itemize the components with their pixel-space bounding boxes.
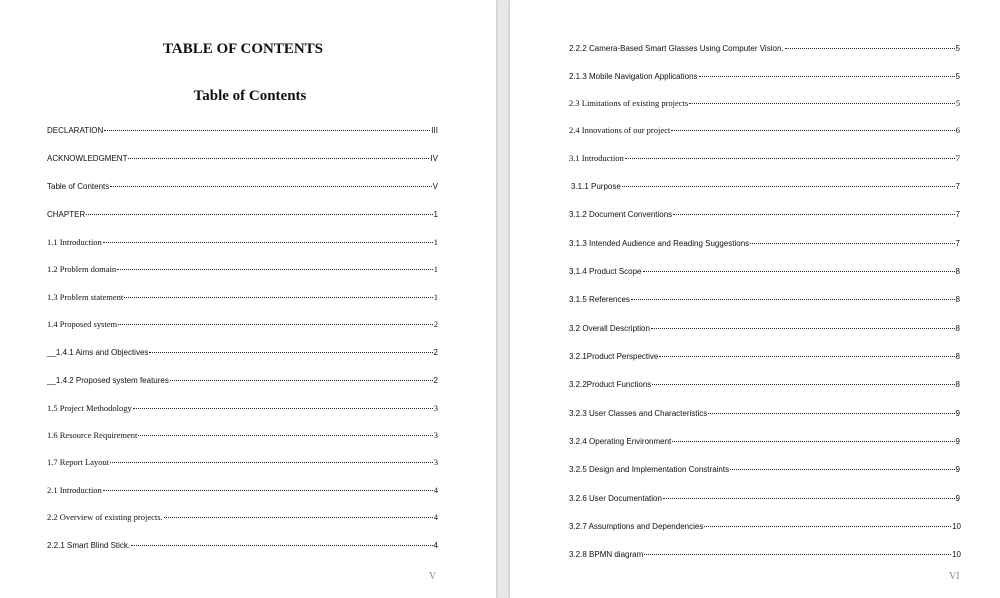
dot-leader [170, 372, 433, 381]
toc-entry[interactable]: 3.2 Overall Description 8 [569, 322, 960, 334]
dot-leader [671, 122, 954, 131]
page-number: V [429, 571, 437, 582]
toc-entry[interactable]: 3.2.4 Operating Environment 9 [569, 435, 960, 447]
toc-entry[interactable]: 2.2 Overview of existing projects. 4 [47, 511, 438, 523]
toc-entry[interactable]: 3.1.3 Intended Audience and Reading Suggestions 7 [569, 237, 960, 249]
toc-entry[interactable]: 3.2.3 User Classes and Characteristics 9 [569, 407, 960, 419]
dot-leader [128, 150, 429, 159]
dot-leader [149, 344, 432, 353]
toc-entry[interactable]: 3.2.8 BPMN diagram 10 [569, 548, 961, 560]
dot-leader [133, 400, 433, 409]
toc-entry[interactable]: __1.4.1 Aims and Objectives 2 [47, 346, 438, 358]
toc-entry[interactable]: 1.1 Introduction 1 [47, 236, 438, 248]
dot-leader [730, 461, 954, 470]
toc-entry[interactable]: 1.2 Problem domain 1 [47, 263, 438, 275]
dot-leader [118, 316, 433, 325]
dot-leader [631, 291, 955, 300]
toc-entry[interactable]: 3.2.1Product Perspective 8 [569, 350, 960, 362]
toc-entry[interactable]: 3.2.2Product Functions 8 [569, 378, 960, 390]
document-page-right [510, 0, 1000, 598]
toc-entry[interactable]: DECLARATION III [47, 124, 438, 136]
dot-leader [104, 122, 430, 131]
toc-entry[interactable]: 3.1.1 Purpose 7 [571, 180, 960, 192]
dot-leader [659, 348, 954, 357]
toc-entry[interactable]: 2.1.3 Mobile Navigation Applications 5 [569, 70, 960, 82]
dot-leader [103, 482, 433, 491]
dot-leader [708, 405, 954, 414]
toc-entry[interactable]: 3.1.4 Product Scope 8 [569, 265, 960, 277]
dot-leader [131, 537, 432, 546]
dot-leader [110, 454, 433, 463]
dot-leader [622, 178, 955, 187]
toc-entry[interactable]: 3.2.6 User Documentation 9 [569, 492, 960, 504]
dot-leader [672, 433, 954, 442]
toc-entry[interactable]: Table of Contents V [47, 180, 438, 192]
document-page-left [0, 0, 496, 598]
toc-entry[interactable]: 2.2.1 Smart Blind Stick. 4 [47, 539, 438, 551]
toc-entry[interactable]: 1.3 Problem statement 1 [47, 291, 438, 303]
dot-leader [673, 206, 954, 215]
toc-entry[interactable]: 2.3 Limitations of existing projects 5 [569, 97, 960, 109]
dot-leader [704, 518, 951, 527]
dot-leader [164, 509, 433, 518]
dot-leader [643, 263, 955, 272]
dot-leader [86, 206, 432, 215]
dot-leader [750, 235, 954, 244]
dot-leader [124, 289, 432, 298]
dot-leader [699, 68, 955, 77]
toc-entry[interactable]: 3.2.5 Design and Implementation Constraints 9 [569, 463, 960, 475]
dot-leader [651, 320, 955, 329]
toc-entry[interactable]: 3.1 Introduction 7 [569, 152, 960, 164]
toc-entry[interactable]: 2.1 Introduction 4 [47, 484, 438, 496]
toc-entry[interactable]: CHAPTER 1 [47, 208, 438, 220]
toc-entry[interactable]: 2.2.2 Camera-Based Smart Glasses Using Computer Vision. 5 [569, 42, 960, 54]
toc-title: Table of Contents [193, 88, 307, 104]
toc-entry[interactable]: ACKNOWLEDGMENT IV [47, 152, 438, 164]
toc-entry[interactable]: 1.4 Proposed system 2 [47, 318, 438, 330]
dot-leader [110, 178, 431, 187]
toc-entry[interactable]: 3.1.5 References 8 [569, 293, 960, 305]
toc-entry[interactable]: 2.4 Innovations of our project 6 [569, 124, 960, 136]
toc-entry[interactable]: 3.1.2 Document Conventions 7 [569, 208, 960, 220]
toc-entry[interactable]: 1.5 Project Methodology 3 [47, 402, 438, 414]
toc-entry[interactable]: 1.6 Resource Requirement 3 [47, 429, 438, 441]
dot-leader [644, 546, 951, 555]
dot-leader [689, 95, 955, 104]
dot-leader [663, 490, 955, 499]
page-heading: TABLE OF CONTENTS [162, 41, 324, 57]
toc-entry[interactable]: __1.4.2 Proposed system features 2 [47, 374, 438, 386]
toc-entry[interactable]: 3.2.7 Assumptions and Dependencies 10 [569, 520, 961, 532]
dot-leader [138, 427, 432, 436]
toc-entry[interactable]: 1.7 Report Layout 3 [47, 456, 438, 468]
dot-leader [103, 234, 433, 243]
page-number: VI [949, 571, 960, 582]
dot-leader [652, 376, 954, 385]
dot-leader [785, 40, 955, 49]
dot-leader [625, 150, 955, 159]
dot-leader [117, 261, 433, 270]
